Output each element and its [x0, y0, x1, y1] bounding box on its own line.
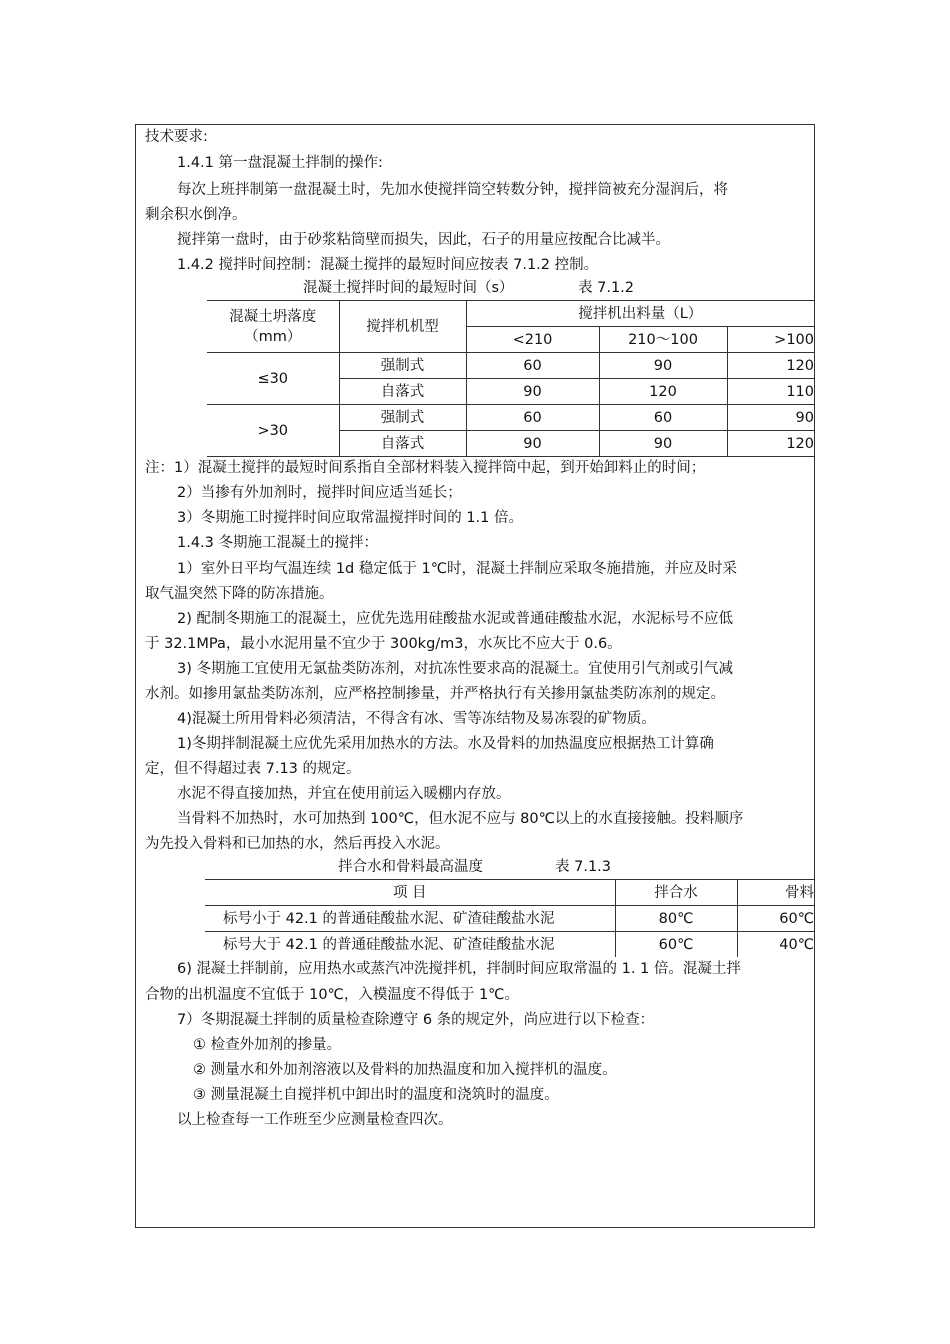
mixer-type: 强制式: [339, 353, 466, 379]
paragraph: 7）冬期混凝土拌制的质量检查除遵守 6 条的规定外，尚应进行以下检查：: [177, 1012, 655, 1028]
header-item: 项 目: [205, 880, 615, 906]
paragraph: 4)混凝土所用骨料必须清洁，不得含有冰、雪等冻结物及易冻裂的矿物质。: [177, 711, 656, 727]
table-number: 表 7.1.2: [578, 280, 635, 296]
paragraph: 合物的出机温度不宜低于 10℃，入模温度不得低于 1℃。: [145, 987, 519, 1003]
check-item: ① 检查外加剂的掺量。: [193, 1037, 342, 1053]
cement-grade: 标号小于 42.1 的普通硅酸盐水泥、矿渣硅酸盐水泥: [205, 906, 615, 932]
header-col-2: 210～100: [599, 327, 727, 353]
paragraph: 为先投入骨料和已加热的水，然后再投入水泥。: [145, 836, 450, 852]
paragraph: 1.4.2 搅拌时间控制：混凝土搅拌的最短时间应按表 7.1.2 控制。: [177, 257, 599, 273]
max-temperature-table: [205, 879, 814, 957]
section-heading: 技术要求:: [145, 129, 208, 145]
header-col-3: >100: [727, 327, 814, 353]
paragraph: 1)冬期拌制混凝土应优先采用加热水的方法。水及骨料的加热温度应根据热工计算确: [177, 736, 714, 752]
value-cell: 60: [599, 405, 727, 431]
value-cell: 90: [599, 431, 727, 457]
paragraph: 6) 混凝土拌制前，应用热水或蒸汽冲洗搅拌机，拌制时间应取常温的 1. 1 倍。混凝土拌: [177, 961, 741, 977]
mixer-type: 强制式: [339, 405, 466, 431]
header-mixer-type: 搅拌机机型: [339, 301, 466, 353]
paragraph: 每次上班拌制第一盘混凝土时，先加水使搅拌筒空转数分钟，搅拌筒被充分湿润后，将: [177, 182, 728, 198]
paragraph: 以上检查每一工作班至少应测量检查四次。: [177, 1112, 453, 1128]
value-cell: 60: [466, 405, 599, 431]
note: 注：1）混凝土搅拌的最短时间系指自全部材料装入搅拌筒中起，到开始卸料止的时间；: [145, 460, 706, 476]
header-water: 拌合水: [615, 880, 737, 906]
paragraph: 3) 冬期施工宜使用无氯盐类防冻剂，对抗冻性要求高的混凝土。宜使用引气剂或引气减: [177, 661, 733, 677]
paragraph: 1.4.3 冬期施工混凝土的搅拌：: [177, 535, 379, 551]
cement-grade: 标号大于 42.1 的普通硅酸盐水泥、矿渣硅酸盐水泥: [205, 932, 615, 958]
table-caption: 混凝土搅拌时间的最短时间（s）: [303, 280, 514, 296]
value-cell: 90: [727, 405, 814, 431]
table-number: 表 7.1.3: [555, 859, 612, 875]
header-slump-unit: （mm）: [244, 328, 302, 345]
value-cell: 90: [466, 431, 599, 457]
paragraph: 水剂。如掺用氯盐类防冻剂，应严格控制掺量，并严格执行有关掺用氯盐类防冻剂的规定。: [145, 686, 725, 702]
value-cell: 90: [599, 353, 727, 379]
paragraph: 取气温突然下降的防冻措施。: [145, 586, 334, 602]
table-caption: 拌合水和骨料最高温度: [338, 859, 483, 875]
value-cell: 120: [599, 379, 727, 405]
paragraph: 剩余积水倒净。: [145, 207, 247, 223]
water-temp: 60℃: [615, 932, 737, 958]
note: 2）当掺有外加剂时，搅拌时间应适当延长；: [177, 485, 462, 501]
aggregate-temp: 40℃: [737, 932, 814, 958]
water-temp: 80℃: [615, 906, 737, 932]
mixer-type: 自落式: [339, 431, 466, 457]
paragraph: 当骨料不加热时，水可加热到 100℃，但水泥不应与 80℃以上的水直接接触。投料顺序: [177, 811, 744, 827]
paragraph: 定，但不得超过表 7.13 的规定。: [145, 761, 361, 777]
paragraph: 2) 配制冬期施工的混凝土，应优先选用硅酸盐水泥或普通硅酸盐水泥，水泥标号不应低: [177, 611, 733, 627]
note: 3）冬期施工时搅拌时间应取常温搅拌时间的 1.1 倍。: [177, 510, 524, 526]
value-cell: 110: [727, 379, 814, 405]
mixing-time-table: [207, 300, 814, 457]
slump-group: ≤30: [207, 353, 339, 405]
paragraph: 于 32.1MPa，最小水泥用量不宜少于 300kg/m3，水灰比不应大于 0.6。: [145, 636, 622, 652]
aggregate-temp: 60℃: [737, 906, 814, 932]
check-item: ② 测量水和外加剂溶液以及骨料的加热温度和加入搅拌机的温度。: [193, 1062, 617, 1078]
value-cell: 120: [727, 431, 814, 457]
paragraph: 水泥不得直接加热，并宜在使用前运入暖棚内存放。: [177, 786, 511, 802]
paragraph: 搅拌第一盘时，由于砂浆粘筒壁而损失，因此，石子的用量应按配合比减半。: [177, 232, 670, 248]
paragraph: 1）室外日平均气温连续 1d 稳定低于 1℃时，混凝土拌制应采取冬施措施，并应及时采: [177, 561, 737, 577]
header-col-1: <210: [466, 327, 599, 353]
check-item: ③ 测量混凝土自搅拌机中卸出时的温度和浇筑时的温度。: [193, 1087, 559, 1103]
value-cell: 120: [727, 353, 814, 379]
header-aggregate: 骨料: [737, 880, 814, 906]
header-cell: [207, 301, 339, 353]
value-cell: 90: [466, 379, 599, 405]
header-slump: 混凝土坍落度: [229, 308, 317, 325]
value-cell: 60: [466, 353, 599, 379]
paragraph: 1.4.1 第一盘混凝土拌制的操作:: [177, 155, 383, 171]
slump-group: >30: [207, 405, 339, 457]
header-output: 搅拌机出料量（L）: [466, 301, 814, 327]
mixer-type: 自落式: [339, 379, 466, 405]
